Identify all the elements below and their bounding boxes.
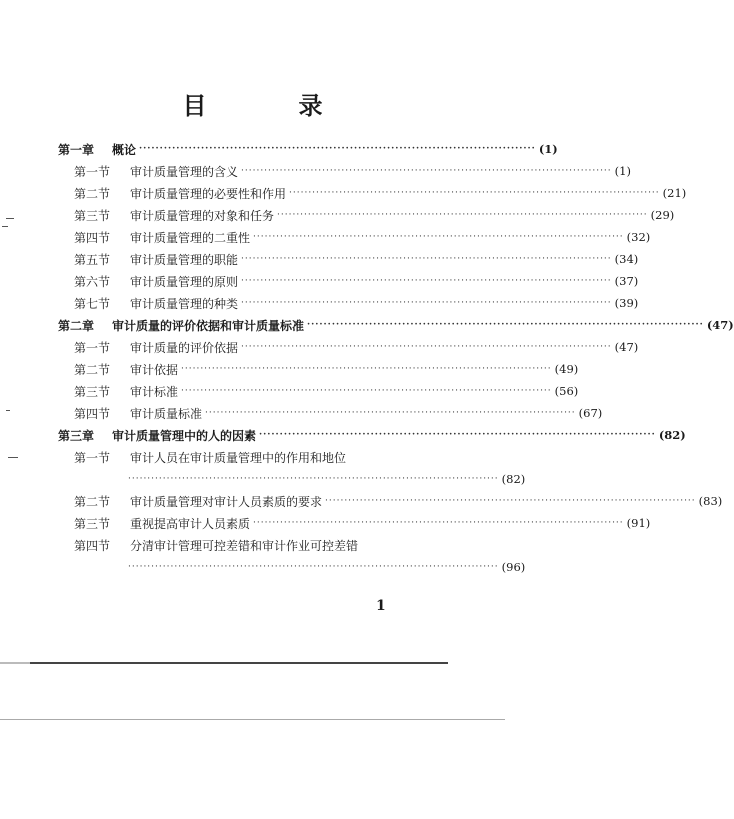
chapter-label: 第三章: [58, 428, 95, 443]
dot-leader: ································································································: [259, 430, 656, 440]
page-ref: (1): [538, 142, 558, 156]
chapter-title: 审计质量管理中的人的因素: [112, 428, 257, 443]
section-title: 审计标准: [130, 384, 179, 399]
section-title: 审计质量管理的含义: [130, 164, 239, 179]
page-ref: (29): [650, 208, 675, 222]
toc-section: [58, 248, 639, 270]
page-ref: (37): [614, 274, 639, 288]
section-title: 分清审计管理可控差错和审计作业可控差错: [130, 538, 359, 553]
section-label: 第七节: [74, 296, 111, 311]
page-ref: (56): [554, 384, 579, 398]
page-ref: (82): [658, 428, 686, 442]
section-label: 第四节: [74, 230, 111, 245]
chapter-title: 审计质量的评价依据和审计质量标准: [112, 318, 305, 333]
dot-leader: ································································································: [181, 364, 552, 374]
dot-leader: ································································································: [139, 144, 536, 154]
dot-leader: ································································································: [253, 232, 624, 242]
section-label: 第三节: [74, 516, 111, 531]
toc-section: [58, 160, 631, 182]
toc-title: 目 录: [182, 91, 357, 120]
section-title: 审计质量管理的原则: [130, 274, 239, 289]
toc-continuation-line: [58, 468, 526, 490]
toc-section: [58, 446, 406, 468]
page-ref: (1): [614, 164, 631, 178]
section-title: 审计质量管理的二重性: [130, 230, 251, 245]
section-label: 第三节: [74, 208, 111, 223]
toc-section: [58, 270, 639, 292]
page-ref: (91): [626, 516, 651, 530]
section-title: 审计质量管理的职能: [130, 252, 239, 267]
section-title: 审计质量的评价依据: [130, 340, 239, 355]
section-label: 第四节: [74, 406, 111, 421]
toc-section: [58, 336, 639, 358]
page-ref: (21): [662, 186, 687, 200]
page-ref: (47): [706, 318, 734, 332]
scan-artifact: [6, 410, 10, 411]
dot-leader: ································································································: [307, 320, 704, 330]
section-label: 第六节: [74, 274, 111, 289]
page-ref: (82): [501, 472, 526, 486]
toc-section: [58, 380, 579, 402]
dot-leader: ································································································: [128, 474, 499, 484]
toc-section: [58, 534, 406, 556]
section-label: 第一节: [74, 164, 111, 179]
section-title: 审计质量标准: [130, 406, 203, 421]
bottom-rule: [0, 662, 448, 664]
section-title: 审计人员在审计质量管理中的作用和地位: [130, 450, 347, 465]
scan-artifact: [8, 457, 18, 458]
page-ref: (49): [554, 362, 579, 376]
toc-chapter-1: [58, 138, 558, 160]
toc-continuation-line: [58, 556, 526, 578]
section-title: 审计质量管理的对象和任务: [130, 208, 275, 223]
section-label: 第四节: [74, 538, 111, 553]
dot-leader: ································································································: [325, 496, 696, 506]
chapter-title: 概论: [112, 142, 137, 157]
section-label: 第二节: [74, 186, 111, 201]
section-label: 第二节: [74, 362, 111, 377]
toc-section: [58, 292, 639, 314]
section-label: 第三节: [74, 384, 111, 399]
dot-leader: ································································································: [205, 408, 576, 418]
dot-leader: ································································································: [241, 166, 612, 176]
page-ref: (32): [626, 230, 651, 244]
dot-leader: ································································································: [277, 210, 648, 220]
dot-leader: ································································································: [241, 298, 612, 308]
section-title: 审计质量管理的种类: [130, 296, 239, 311]
toc-section: [58, 182, 687, 204]
page-ref: (67): [578, 406, 603, 420]
page-ref: (47): [614, 340, 639, 354]
section-title: 审计依据: [130, 362, 179, 377]
section-title: 审计质量管理对审计人员素质的要求: [130, 494, 323, 509]
section-title: 重视提高审计人员素质: [130, 516, 251, 531]
toc-section: [58, 402, 603, 424]
chapter-label: 第一章: [58, 142, 95, 157]
toc-section: [58, 490, 723, 512]
page-number: 1: [376, 598, 386, 614]
toc-section: [58, 226, 651, 248]
scan-artifact: [2, 226, 8, 227]
dot-leader: ································································································: [241, 254, 612, 264]
dot-leader: ································································································: [241, 342, 612, 352]
section-title: 审计质量管理的必要性和作用: [130, 186, 287, 201]
section-label: 第二节: [74, 494, 111, 509]
page-edge-line: [0, 719, 505, 720]
dot-leader: ································································································: [253, 518, 624, 528]
scan-artifact: [6, 218, 14, 219]
dot-leader: ································································································: [181, 386, 552, 396]
section-label: 第一节: [74, 450, 111, 465]
page-ref: (83): [698, 494, 723, 508]
toc-section: [58, 358, 579, 380]
toc-chapter-2: [58, 314, 734, 336]
toc-section: [58, 512, 651, 534]
dot-leader: ································································································: [241, 276, 612, 286]
dot-leader: ································································································: [289, 188, 660, 198]
page-ref: (34): [614, 252, 639, 266]
dot-leader: ································································································: [128, 562, 499, 572]
page-ref: (96): [501, 560, 526, 574]
section-label: 第五节: [74, 252, 111, 267]
section-label: 第一节: [74, 340, 111, 355]
chapter-label: 第二章: [58, 318, 95, 333]
page-ref: (39): [614, 296, 639, 310]
table-of-contents: [58, 138, 734, 578]
toc-chapter-3: [58, 424, 686, 446]
toc-section: [58, 204, 675, 226]
